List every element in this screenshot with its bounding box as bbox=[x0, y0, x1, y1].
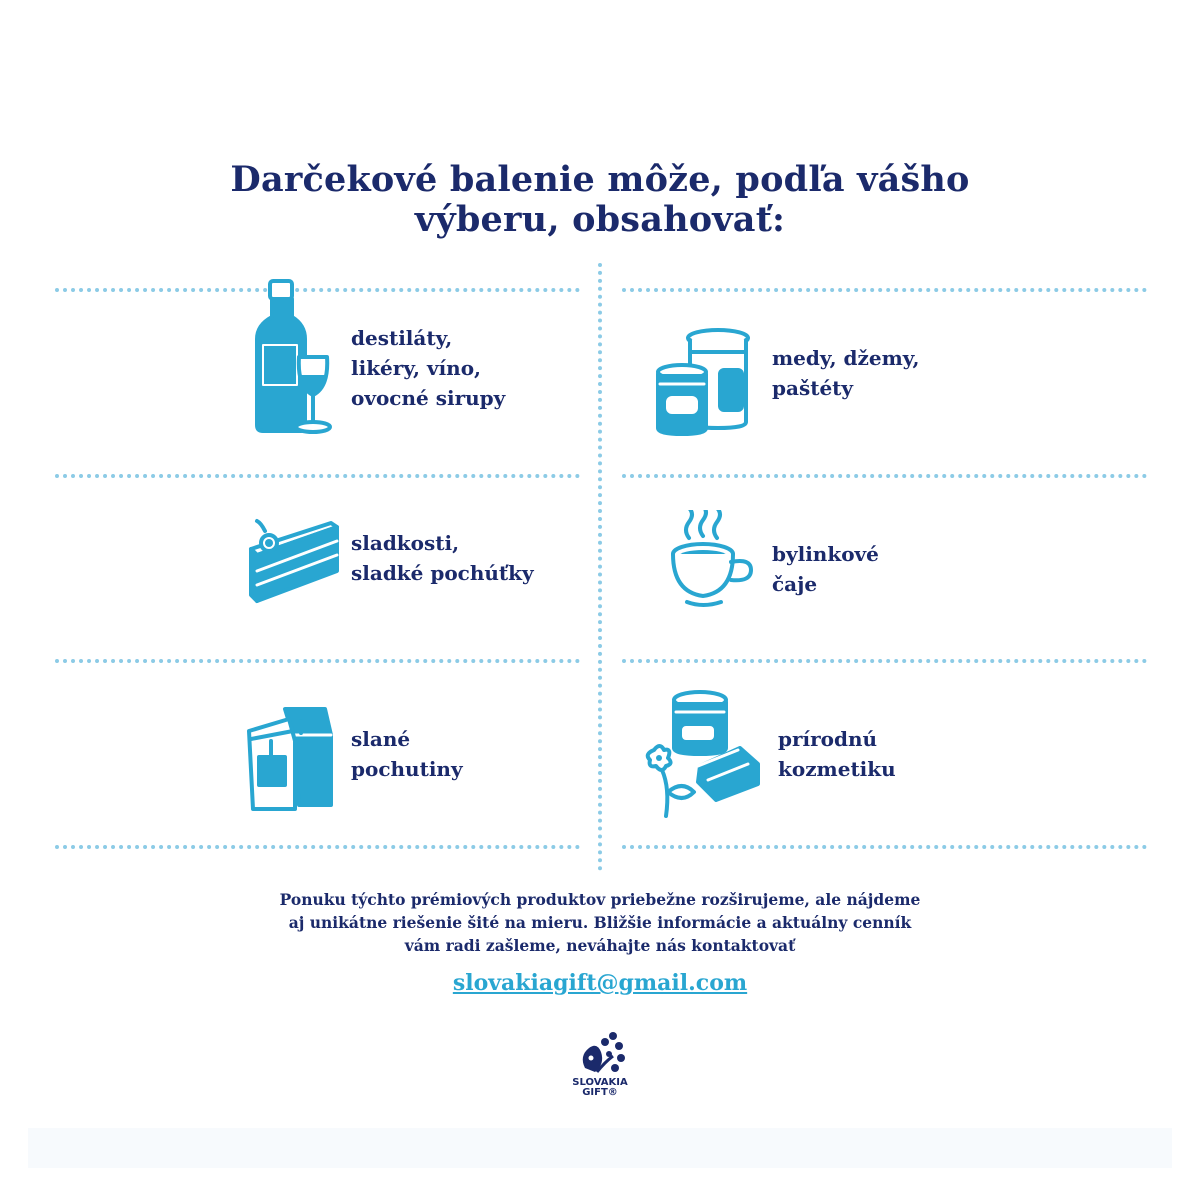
divider bbox=[622, 288, 1147, 292]
divider bbox=[622, 474, 1147, 478]
item-label-snacks: slané pochutiny bbox=[351, 727, 463, 781]
page-title bbox=[0, 160, 1200, 240]
bottom-band bbox=[28, 1128, 1172, 1168]
center-divider bbox=[598, 263, 602, 871]
divider bbox=[55, 474, 580, 478]
item-label-cosmetics: prírodnú kozmetiku bbox=[778, 727, 896, 781]
divider bbox=[55, 659, 580, 663]
jars-icon bbox=[650, 322, 755, 440]
item-label-jars: medy, džemy, paštéty bbox=[772, 346, 920, 400]
tea-cup-icon bbox=[665, 510, 760, 610]
email-container bbox=[0, 970, 1200, 996]
item-label-tea: bylinkové čaje bbox=[772, 542, 879, 596]
divider bbox=[55, 845, 580, 849]
title-line-1: Darčekové balenie môže, podľa vášho bbox=[230, 159, 970, 200]
email-link[interactable]: slovakiagift@gmail.com bbox=[452, 970, 748, 996]
cosmetics-icon bbox=[640, 688, 765, 823]
snack-bags-icon bbox=[243, 705, 338, 815]
bottle-and-wine-glass-icon bbox=[245, 275, 340, 440]
divider bbox=[622, 659, 1147, 663]
item-label-sweets: sladkosti, sladké pochúťky bbox=[351, 531, 534, 585]
logo-line-2: GIFT® bbox=[582, 1087, 618, 1098]
logo-text bbox=[560, 1078, 640, 1098]
divider bbox=[622, 845, 1147, 849]
cake-slice-icon bbox=[243, 515, 343, 610]
footer-text: Ponuku týchto prémiových produktov priebežne rozširujeme, ale nájdeme aj unikátne riešenie šité na mieru. Bližšie informácie a aktuálny cenník vám radi zašleme, neváhajte nás kontaktovať bbox=[279, 890, 921, 955]
item-label-spirits: destiláty, likéry, víno, ovocné sirupy bbox=[351, 326, 506, 410]
title-line-2: výberu, obsahovať: bbox=[414, 199, 786, 240]
logo-line-1: SLOVAKIA bbox=[572, 1077, 628, 1088]
